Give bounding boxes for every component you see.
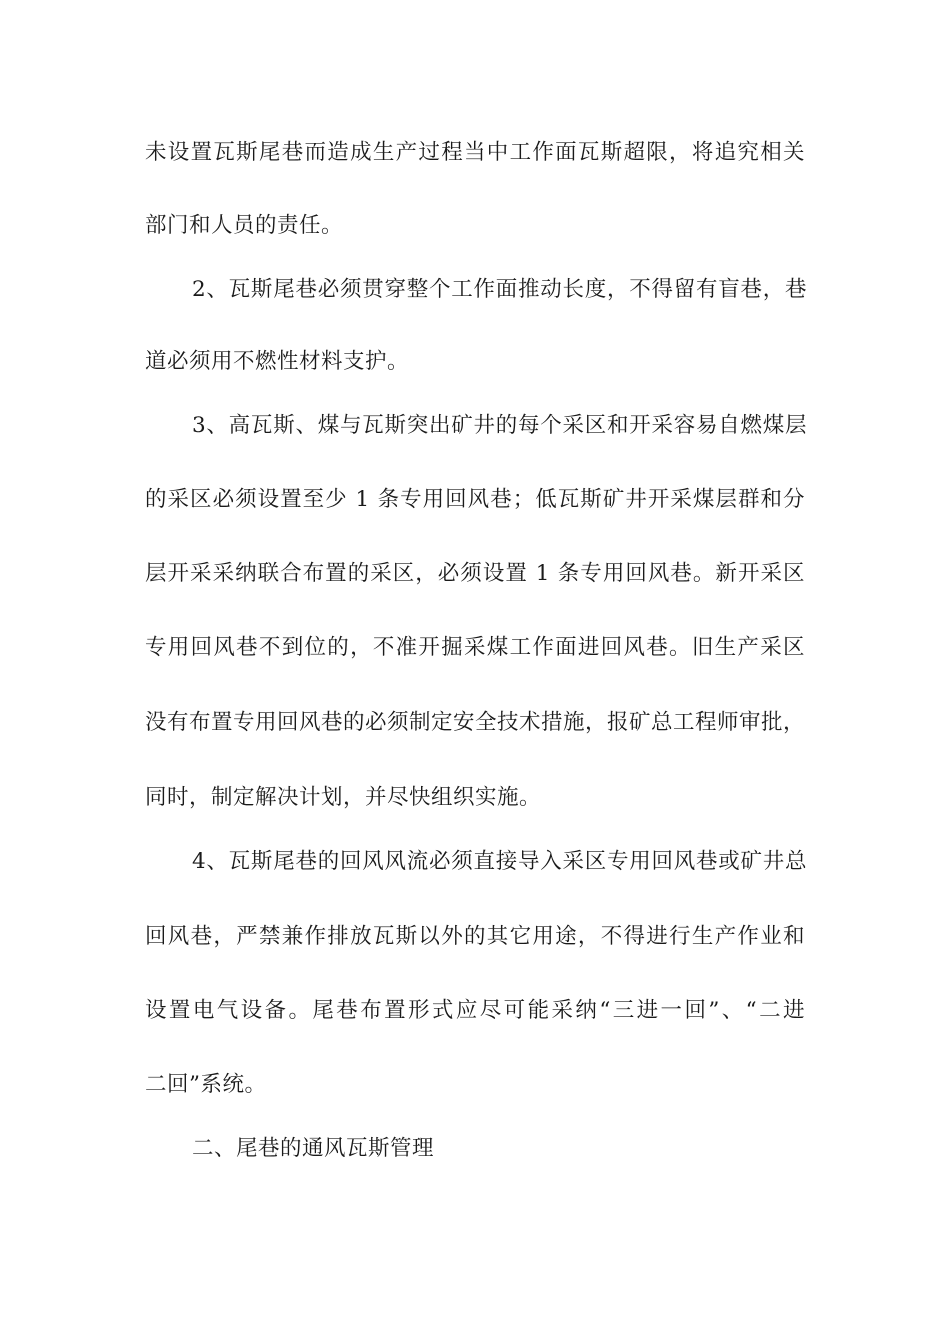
paragraph-line: 层开采采纳联合布置的采区，必须设置 1 条专用回风巷。新开采区 xyxy=(145,561,805,586)
paragraph-line: 专用回风巷不到位的，不准开掘采煤工作面进回风巷。旧生产采区 xyxy=(145,635,805,660)
paragraph-line: 二回”系统。 xyxy=(145,1072,267,1097)
paragraph-line: 部门和人员的责任。 xyxy=(145,213,344,238)
paragraph-line: 同时，制定解决计划，并尽快组织实施。 xyxy=(145,785,542,810)
paragraph-line: 道必须用不燃性材料支护。 xyxy=(145,349,410,374)
paragraph-line: 4、瓦斯尾巷的回风风流必须直接导入采区专用回风巷或矿井总 xyxy=(192,849,807,874)
paragraph-line: 设置电气设备。尾巷布置形式应尽可能采纳“三进一回”、“二进 xyxy=(145,998,805,1023)
paragraph-line: 2、瓦斯尾巷必须贯穿整个工作面推动长度，不得留有盲巷，巷 xyxy=(192,277,807,302)
section-heading: 二、尾巷的通风瓦斯管理 xyxy=(192,1136,435,1161)
paragraph-line: 3、高瓦斯、煤与瓦斯突出矿井的每个采区和开采容易自燃煤层 xyxy=(192,413,807,438)
paragraph-line: 的采区必须设置至少 1 条专用回风巷；低瓦斯矿井开采煤层群和分 xyxy=(145,487,805,512)
paragraph-line: 没有布置专用回风巷的必须制定安全技术措施，报矿总工程师审批， xyxy=(145,710,806,735)
paragraph-line: 未设置瓦斯尾巷而造成生产过程当中工作面瓦斯超限，将追究相关 xyxy=(145,140,805,165)
paragraph-line: 回风巷，严禁兼作排放瓦斯以外的其它用途，不得进行生产作业和 xyxy=(145,924,805,949)
